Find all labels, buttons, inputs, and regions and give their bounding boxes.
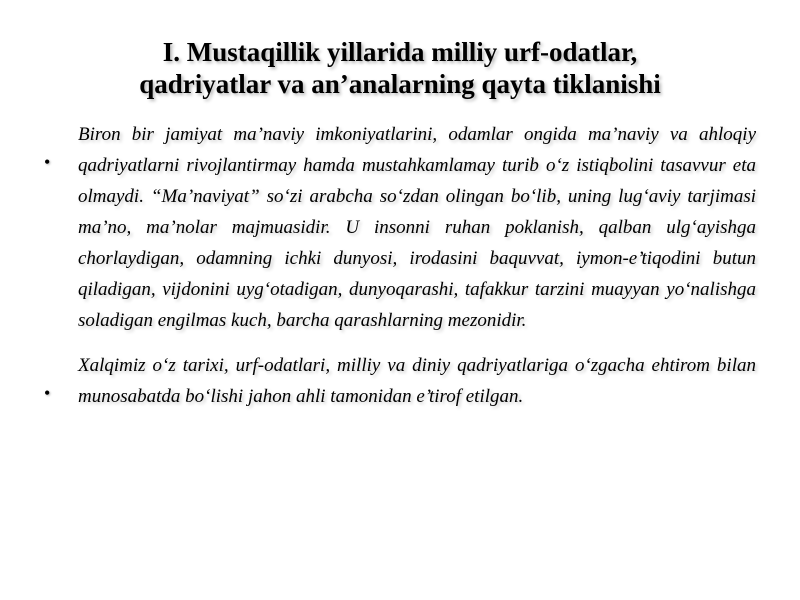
paragraph-2: Xalqimiz o‘z tarixi, urf-odatlari, milliy va diniy qadriyatlariga o‘zgacha ehtirom bilan munosabatda bo‘lishi jahon ahli tamonidan e’tirof etilgan. — [78, 355, 756, 407]
bullet-icon: • — [44, 383, 51, 403]
bullet-item-2 — [40, 350, 756, 412]
paragraph-1: Biron bir jamiyat ma’naviy imkoniyatlarini, odamlar ongida ma’naviy va ahloqiy qadriyatlarni rivojlantirmay hamda mustahkamlamay turib o‘z istiqbolini tasavvur eta olmaydi. “Ma’naviyat” so‘zi arabcha so‘zdan olingan bo‘lib, uning lug‘aviy tarjimasi ma’no, ma’nolar majmuasidir. U insonni ruhan poklanish, qalban ulg‘ayishga chorlaydigan, odamning ichki dunyosi, irodasini baquvvat, iymon-e’tiqodini butun qiladigan, vijdonini uyg‘otadigan, dunyoqarashi, tafakkur tarzini muayyan yo‘nalishga soladigan engilmas kuch, barcha qarashlarning mezonidir. — [78, 124, 756, 331]
slide-title-line-2: qadriyatlar va an’analarning qayta tiklanishi — [139, 69, 661, 99]
bullet-item-1 — [40, 119, 756, 336]
bullet-list — [40, 119, 756, 426]
bullet-icon: • — [44, 152, 51, 172]
slide-title — [40, 36, 760, 100]
slide-title-line-1: I. Mustaqillik yillarida milliy urf-odatlar, — [162, 37, 638, 67]
